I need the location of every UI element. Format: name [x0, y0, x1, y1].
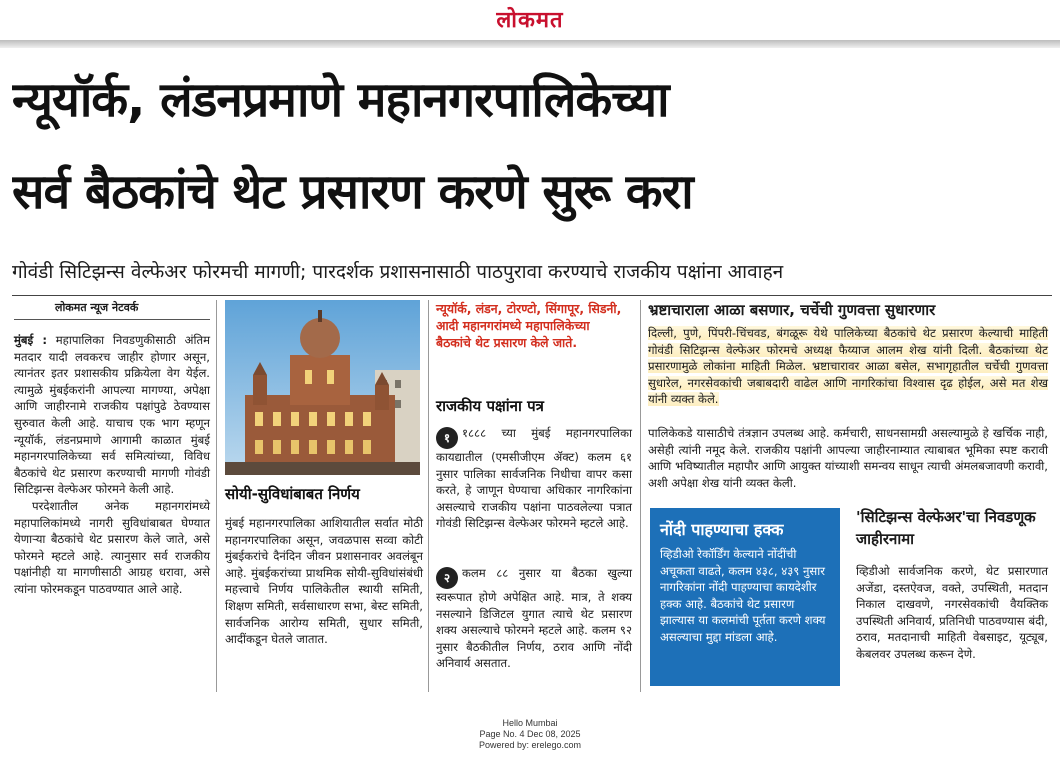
column-3-item-2-text: कलम ८८ नुसार या बैठका खुल्या स्वरूपात होणे अपेक्षित आहे. मात्र, ते शक्य नसल्याने डिजिटल युगात त्याचे थेट प्रसारण शक्य असल्याचे फोरमने म्हटले आहे. कलम ९२ नुसार बैठकीतील निर्णय, ठराव आणि नोंदी अनिवार्य असतात.: [436, 566, 632, 671]
column-1-paragraph-1: महापालिका निवडणुकीसाठी अंतिम मतदार यादी लवकरच जाहीर होणार असून, त्यानंतर इतर प्रशासकीय प्रक्रियेला वेग येईल. त्यामुळे मुंबईकरांनी आपल्या मागण्या, अपेक्षा आणि जाहीरनामे राजकीय पक्षांपुढे ठेवण्यास सुरुवात केली आहे. याचाच एक भाग म्हणून न्यूयॉर्क, लंडनप्रमाणे आगामी काळात मुंबई महानगरपालिकेच्या सर्व समित्यांच्या, विविध बैठकांचे थेट प्रसारण करण्याची मागणी गोवंडी सिटिझन्स वेल्फेअर फोरमने केली आहे.: [14, 333, 211, 497]
column-4-paragraph-1: [648, 325, 1048, 408]
column-3-item-1: [436, 425, 632, 532]
column-1: [14, 332, 210, 598]
section-divider: [12, 295, 1052, 296]
pull-quote: न्यूयॉर्क, लंडन, टोरण्टो, सिंगापूर, सिडनी, आदी महानगरांमध्ये महापालिकेच्या बैठकांचे थेट प्रसारण केले जाते.: [436, 301, 622, 350]
page-footer: [0, 718, 1060, 751]
column-3-item-2: [436, 565, 632, 672]
headline-line-1: न्यूयॉर्क, लंडनप्रमाणे महानगरपालिकेच्या: [12, 72, 669, 128]
highlighted-text: दिल्ली, पुणे, पिंपरी-चिंचवड, बंगळूरू येथे पालिकेच्या बैठकांचे थेट प्रसारण केल्याची माहिती गोवंडी सिटिझन्स वेल्फेअर फोरमचे अध्यक्ष फैय्याज आलम शेख यांनी दिली. बैठकांच्या थेट प्रसारणामुळे लोकांना माहिती मिळेल. भ्रष्टाचारावर आळा बसेल, सभागृहातील चर्चेची गुणवत्ता सुधारेल, नगरसेवकांची जबाबदारी वाढेल आणि नागरिकांचा विश्वास दृढ होईल, असे मत शेख यांनी व्यक्त केले.: [648, 326, 1048, 407]
column-3-heading: राजकीय पक्षांना पत्र: [436, 397, 544, 415]
column-1-paragraph-2: परदेशातील अनेक महानगरांमध्ये महापालिकांमध्ये नागरी सुविधांबाबत घेण्यात येणाऱ्या बैठकांचे थेट प्रसारण केले जाते, असे फोरमने म्हटले आहे. त्यानुसार सर्व राजकीय पक्षांनीही या मागणीसाठी आग्रह धरावा, असे त्यांना फोरमकडून पाठवण्यात आले आहे.: [14, 498, 210, 596]
info-box-body: व्हिडीओ रेकॉर्डिंग केल्याने नोंदींची अचूकता वाढते, कलम ४३८, ४३९ नुसार नागरिकांना नोंदी पाहण्याचा कायदेशीर हक्क आहे. बैठकांचे थेट प्रसारण झाल्यास या कलमांची पूर्तता करणे शक्य असल्याचा मुद्दा मांडला आहे.: [660, 547, 826, 644]
subheadline: गोवंडी सिटिझन्स वेल्फेअर फोरमची मागणी; पारदर्शक प्रशासनासाठी पाठपुरावा करण्याचे राजकीय पक्षांना आवाहन: [12, 261, 784, 283]
column-3-item-1-text: १८८८ च्या मुंबई महानगरपालिका कायद्यातील (एमसीजीएम ॲक्ट) कलम ६१ नुसार पालिका सार्वजनिक निधीचा वापर कसा करते, हे जाणून घेण्याचा अधिकार नागरिकांना असल्याचे राजकीय पक्षांना पाठवलेल्या पत्रात गोवंडी सिटिझन्स वेल्फेअर फोरमने म्हटले आहे.: [436, 426, 632, 531]
number-badge-1: १: [436, 427, 458, 449]
footer-page-date: Page No. 4 Dec 08, 2025: [479, 729, 581, 739]
info-box: [650, 508, 840, 686]
column-divider: [216, 300, 217, 692]
footer-powered-by: Powered by: erelego.com: [478, 740, 582, 750]
column-2-heading: सोयी-सुविधांबाबत निर्णय: [225, 485, 360, 503]
column-4-heading: भ्रष्टाचाराला आळा बसणार, चर्चेची गुणवत्ता सुधारणार: [648, 301, 936, 319]
column-divider: [640, 300, 641, 692]
masthead-divider: [0, 40, 1060, 48]
byline-divider: [14, 319, 210, 320]
column-2-body: मुंबई महानगरपालिका आशियातील सर्वात मोठी महानगरपालिका असून, जवळपास सव्वा कोटी मुंबईकरांचे दैनंदिन जीवन प्रशासनावर अवलंबून आहे. मुंबईकरांच्या प्राथमिक सोयी-सुविधांसंबंधी महत्त्वाचे निर्णय पालिकेतील स्थायी समिती, शिक्षण समिती, सर्वसाधारण सभा, बेस्ट समिती, सार्वजनिक आरोग्य समिती, सुधार समिती, आदींकडून घेतले जातात.: [225, 516, 423, 647]
column-4-paragraph-2: पालिकेकडे यासाठीचे तंत्रज्ञान उपलब्ध आहे. कर्मचारी, साधनसामग्री असल्यामुळे हे खर्चिक नाही, असेही त्यांनी नमूद केले. राजकीय पक्षांनी आपल्या जाहीरनाम्यात त्याबाबत भूमिका स्पष्ट करावी आणि भविष्यातील महापौर आणि आयुक्त यांच्याशी समन्वय साधून त्याची अंमलबजावणी करावी, अशी अपेक्षा शेख यांनी व्यक्त केली.: [648, 426, 1048, 490]
byline: लोकमत न्यूज नेटवर्क: [55, 301, 139, 314]
dateline: मुंबई :: [14, 333, 47, 347]
headline-line-2: सर्व बैठकांचे थेट प्रसारण करणे सुरू करा: [12, 164, 693, 220]
column-5-heading: 'सिटिझन्स वेल्फेअर'चा निवडणूक जाहीरनामा: [856, 508, 1036, 548]
column-divider: [428, 300, 429, 692]
masthead-logo: लोकमत: [496, 7, 564, 33]
column-5-body: व्हिडीओ सार्वजनिक करणे, थेट प्रसारणात अजेंडा, दस्तऐवज, वक्ते, उपस्थिती, मतदान निकाल दाखवणे, नगरसेवकांची वैयक्तिक उपस्थिती अनिवार्य, प्रतिनिधी पाठवण्यास बंदी, ठराव, मतदानाची माहिती वेबसाइट, यूट्यूब, केबलवर उपलब्ध करून देणे.: [856, 564, 1048, 661]
bmc-building-photo: [225, 300, 420, 475]
info-box-heading: नोंदी पाहण्याचा हक्क: [660, 520, 784, 539]
footer-edition: Hello Mumbai: [502, 718, 558, 728]
number-badge-2: २: [436, 567, 458, 589]
